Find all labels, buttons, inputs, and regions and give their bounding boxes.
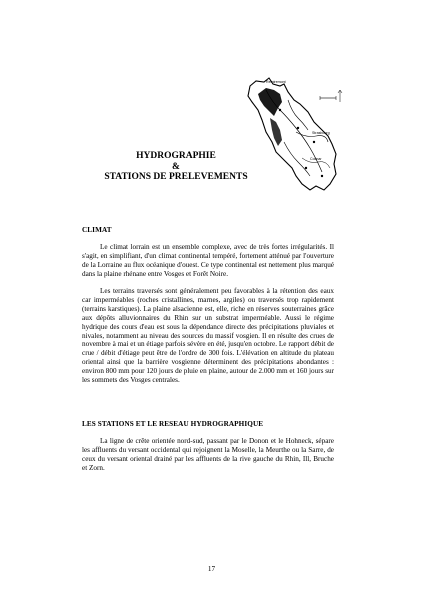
- title-line-1: HYDROGRAPHIE: [136, 151, 216, 161]
- page-number: 17: [207, 565, 216, 573]
- station-dot: [305, 167, 307, 169]
- title-line-2: &: [172, 161, 180, 172]
- paragraph-stations-1: La ligne de crête orientée nord-sud, passant par le Donon et le Hohneck, sépare les affluents du versant occidental qui rejoignent la Moselle, la Meurthe ou la Sarre, de ceux du versant oriental drainé par les affluents de la rive gauche du Rhin, Ill, Bruche et Zorn.: [82, 437, 334, 472]
- section-heading-climat: CLIMAT: [82, 226, 112, 234]
- station-dot: [313, 141, 315, 143]
- map-label-strasbourg: Strasbourg: [312, 131, 330, 135]
- paragraph-climat-2: Les terrains traversés sont généralement peu favorables à la rétention des eaux car imperméables (roches cristallines, marnes, argiles) ou traversés trop rapidement (terrains karstiques). La plaine alsacienne est, elle, riche en réserves souterraines grâce aux dépôts alluvionnaires du Rhin sur un substrat imperméable. Aussi le régime hydrique des cours d'eau est sous la dépendance directe des précipitations pluviales et nivales, notamment au niveau des sources du massif vosgien. Il en résulte des crues de novembre à mai et un étiage parfois sévère en été, jusqu'en octobre. Le rapport débit de crue / débit d'étiage peut être de l'ordre de 300 fois. L'élévation en altitude du plateau oriental ainsi que la barrière vosgienne déterminent des précipitations abondantes : environ 800 mm pour 120 jours de pluie en plaine, autour de 2.000 mm et 160 jours sur les sommets des Vosges centrales.: [82, 287, 334, 385]
- station-dot: [321, 175, 323, 177]
- station-dot: [279, 109, 281, 111]
- station-dot: [297, 127, 299, 129]
- north-arrow-icon: [338, 90, 342, 102]
- hydrographic-map: [236, 72, 346, 194]
- title-line-3: STATIONS DE PRELEVEMENTS: [104, 172, 248, 182]
- map-label-colmar: Colmar: [310, 157, 322, 161]
- section-heading-stations: LES STATIONS ET LE RESEAU HYDROGRAPHIQUE: [82, 420, 264, 428]
- paragraph-climat-1: Le climat lorrain est un ensemble complexe, avec de très fortes irrégularités. Il s'agit, en simplifiant, d'un climat continental tempéré, fortement atténué par l'ouverture de la Lorraine au flux océanique d'ouest. Ce type continental est nettement plus marqué dans la plaine rhénane entre Vosges et Forêt Noire.: [82, 243, 334, 278]
- map-label-remiremont: Remiremont: [266, 80, 286, 84]
